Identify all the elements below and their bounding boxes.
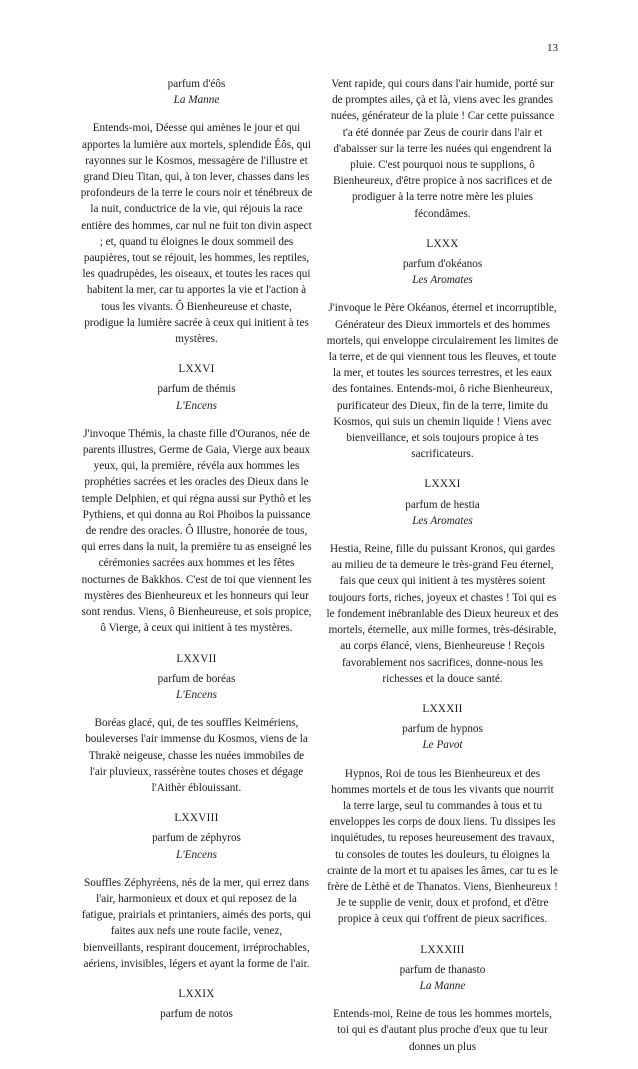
hymn-lxxxi bbox=[326, 476, 559, 686]
hymn-perfume: parfum de notos bbox=[160, 1008, 233, 1021]
hymn-text: Souffles Zéphyréens, nés de la mer, qui errez dans l'air, harmonieux et doux et qui reposez de la fatigue, prairials et printaniers, aimés des ports, qui faites aux nefs une route facile, venez, bienveillants, respirant doucement, irréprochables, aériens, invisibles, légers et ayant la forme de l'air. bbox=[81, 876, 312, 970]
hymn-lxxvii bbox=[80, 651, 313, 797]
hymn-number: LXXXI bbox=[424, 478, 461, 491]
hymn-text: J'invoque Thémis, la chaste fille d'Ouranos, née de parents illustres, Germe de Gaia, Vierge aux beaux yeux, qui, la première, révéla aux hommes les prophéties sacrées et les oracles des Dieux dans le temple Delphien, et qui régna aussi sur Pythô et les Pythiens, et qui donna au Roi Phoibos la puissance de rendre des oracles. Ô Illustre, honorée de tous, qui erres dans la nuit, la première tu as enseigné les cérémonies sacrées aux hommes et les fêtes nocturnes de Bakkhos. C'est de toi que viennent les mystères des Bienheureux et les honneurs qui leur sont rendus. Viens, ô Bienheureuse, et sois propice, ô Vierge, à ceux qui initient à tes mystères. bbox=[81, 427, 312, 635]
hymn-lxxx bbox=[326, 236, 559, 463]
hymn-perfume: parfum de thanasto bbox=[399, 963, 486, 976]
hymn-number: LXXVIII bbox=[174, 812, 219, 825]
hymn-text: Hypnos, Roi de tous les Bienheureux et des hommes mortels et de tous les vivants que nourrit la terre large, seul tu commandes à tous et tu enveloppes les corps de doux liens. Tu dissipes les inquiétudes, tu reposes heureusement des travaux, tu consoles de toutes les douleurs, tu éloignes la crainte de la mort et tu apaises les âmes, car tu es le frère de Lèthè et de Thanatos. Viens, Bienheureux ! Je te supplie de venir, doux et profond, et d'être propice à ceux qui t'offrent de pieux sacrifices. bbox=[327, 767, 558, 926]
right-column bbox=[326, 76, 559, 1069]
hymn-number: LXXXII bbox=[422, 702, 463, 715]
hymn-perfume: parfum de hestia bbox=[405, 498, 480, 511]
hymn-category: Le Pavot bbox=[422, 739, 463, 752]
hymn-text: J'invoque le Père Okéanos, éternel et incorruptible, Générateur des Dieux immortels et des hommes mortels, qui enveloppe circulairement les limites de la terre, et de qui viennent tous les fleuves, et toute la mer, et toutes les sources terrestres, et les eaux des fontaines. Entends-moi, ô riche Bienheureux, purificateur des Dieux, fin de la terre, limite du Kosmos, qui suis un chemin liquide ! Viens avec bienveillance, et sois toujours propice à tes sacrificateurs. bbox=[326, 302, 559, 461]
hymn-eos bbox=[80, 76, 313, 347]
hymn-category: L'Encens bbox=[176, 688, 217, 701]
hymn-category: L'Encens bbox=[176, 848, 217, 861]
hymn-number: LXXXIII bbox=[420, 943, 465, 956]
hymn-text: Hestia, Reine, fille du puissant Kronos, qui gardes au milieu de ta demeure le très-grand Feu éternel, fais que ceux qui initient à tes mystères soient toujours forts, riches, joyeux et chastes ! Toi qui es le fondement inébranlable des Dieux heureux et des mortels, éternelle, aux mille formes, très-désirable, au corps élancé, viens, Bienheureuse ! Reçois favorablement nos sacrifices, donne-nous les richesses et la douce santé. bbox=[326, 543, 559, 685]
hymn-category: La Manne bbox=[173, 94, 220, 107]
hymn-category: L'Encens bbox=[176, 399, 217, 412]
hymn-text: Entends-moi, Déesse qui amènes le jour et qui apportes la lumière aux mortels, splendide Éôs, qui rayonnes sur le Kosmos, messagère de l'illustre et grand Dieu Titan, qui, à ton lever, chasses dans les profondeurs de la terre le cours noir et ténébreux de la nuit, conductrice de la vie, qui réjouis la race entière des hommes, car nul ne fuit ton divin aspect ; et, quand tu éloignes le doux sommeil des paupières, tout se réjouit, les hommes, les reptiles, les quadrupèdes, les oiseaux, et toutes les races qui habitent la mer, car tu apportes la vie et l'action à tous les vivants. Ô Bienheureuse et chaste, prodigue la lumière sacrée à ceux qui initient à tes mystères. bbox=[80, 122, 313, 346]
hymn-number: LXXVI bbox=[178, 363, 215, 376]
hymn-category: La Manne bbox=[419, 979, 466, 992]
hymn-category: Les Aromates bbox=[412, 274, 473, 287]
hymn-notos-continued bbox=[326, 76, 559, 222]
hymn-perfume: parfum de hypnos bbox=[402, 723, 483, 736]
page-number: 13 bbox=[547, 42, 558, 54]
hymn-perfume: parfum de zéphyros bbox=[152, 832, 241, 845]
hymn-text: Entends-moi, Reine de tous les hommes mortels, toi qui es d'autant plus proche d'eux que tu leur donnes un plus bbox=[333, 1008, 552, 1053]
hymn-perfume: parfum d'okéanos bbox=[402, 258, 483, 271]
hymn-lxxix bbox=[80, 986, 313, 1022]
hymn-perfume: parfum d'éôs bbox=[167, 78, 226, 90]
hymn-text: Boréas glacé, qui, de tes souffles Keimériens, bouleverses l'air immense du Kosmos, viens de la Thrakè neigeuse, chasse les nuées immobiles de l'air pluvieux, rassérène toutes choses et dégage l'Aithèr éblouissant. bbox=[85, 717, 308, 794]
hymn-lxxxii bbox=[326, 701, 559, 928]
hymn-category: Les Aromates bbox=[412, 514, 473, 527]
hymn-number: LXXIX bbox=[178, 987, 215, 1000]
hymn-lxxxiii bbox=[326, 942, 559, 1055]
hymn-perfume: parfum de thémis bbox=[157, 383, 236, 396]
hymn-lxxviii bbox=[80, 810, 313, 972]
hymn-lxxvi bbox=[80, 361, 313, 636]
hymn-perfume: parfum de boréas bbox=[157, 672, 236, 685]
hymn-number: LXXX bbox=[426, 237, 459, 250]
hymn-number: LXXVII bbox=[176, 652, 217, 665]
hymn-text: Vent rapide, qui cours dans l'air humide, porté sur de promptes ailes, çà et là, viens avec les grandes nuées, générateur de la pluie ! Car cette puissance t'a été donnée par Zeus de courir dans l'air et d'abaisser sur la terre les nuées qui engendrent la pluie. C'est pourquoi nous te supplions, ô Bienheureux, d'être propice à nos sacrifices et de prodiguer à la terre notre mère les pluies fécondâmes. bbox=[330, 78, 555, 220]
left-column bbox=[80, 76, 313, 1022]
